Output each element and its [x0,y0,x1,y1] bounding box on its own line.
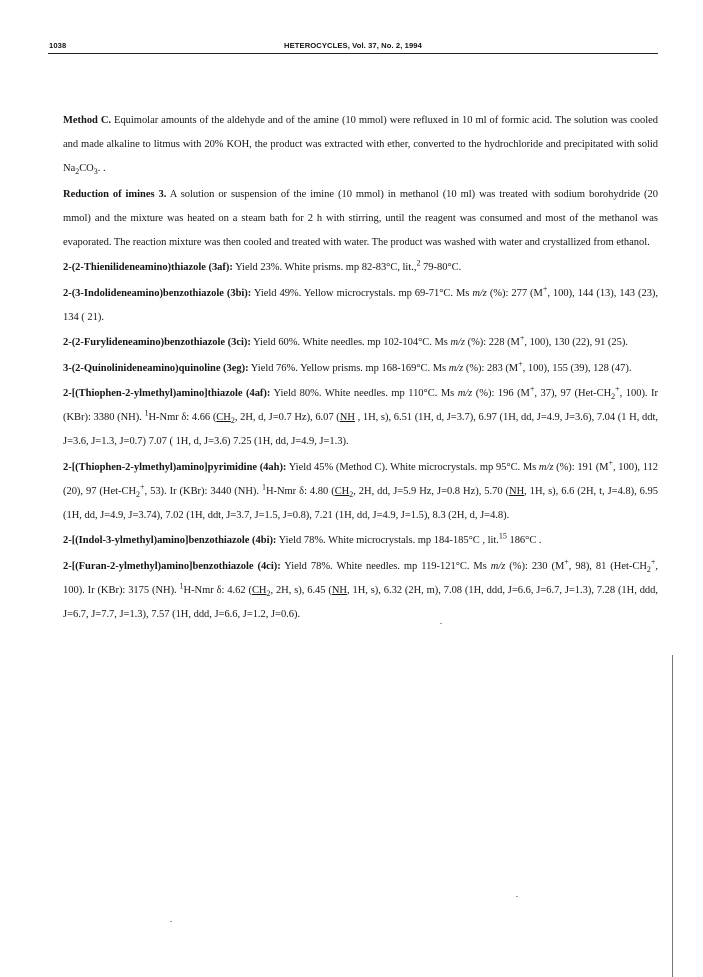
text-segment: 1 [179,581,184,590]
text-segment: CH [334,485,350,497]
text-segment: Yield 80%. White needles. mp 110°C. Ms [270,388,458,399]
paragraph-heading: 2-[(Thiophen-2-ylmethyl)amino]pyrimidine (4ah): [63,461,287,473]
text-segment: (%): 277 (M [486,287,543,299]
text-segment: , 1H, s), 6.32 (2H, m), 7.08 (1H, ddd, J=6.6, J=6.7, J=1.3), 7.28 (1H, ddd, J=6.7, J=7.7, J=1.3), 7.57 (1H, ddd, J=6.6, J=1.2, J=0.6). [63,584,658,620]
text-segment: 2 [611,392,616,402]
text-segment: + [140,482,145,491]
text-segment: . . [97,163,106,174]
text-segment: (%): 230 (M [505,560,565,572]
text-segment: CH [216,412,231,423]
text-segment: , 37), 97 (Het-CH [534,388,612,399]
journal-reference: HETEROCYCLES, Vol. 37, No. 2, 1994 [284,41,422,50]
text-segment: Equimolar amounts of the aldehyde and of the amine (10 mmol) were refluxed in 10 ml of formic acid. The solution was cooled and made alkaline to litmus with 20% KOH, the product was extracted with ether, converted to the hydrochloride and precipitated with solid Na [63,115,658,174]
text-segment: + [564,557,569,566]
text-segment: + [519,333,525,343]
text-segment: , 100), 112 (20), 97 (Het-CH [63,461,658,497]
text-segment: 2 [136,489,141,499]
text-segment: CH [251,584,267,596]
text-segment: m/z [457,388,473,399]
text-segment: H-Nmr δ: 4.80 ( [265,485,335,497]
text-segment: , 2H, dd, J=5.9 Hz, J=0.8 Hz), 5.70 ( [353,485,510,497]
paragraph-heading: 3-(2-Quinolinideneamino)quinoline (3eg): [63,362,249,374]
paragraph-heading: 2-(2-Furylideneamino)benzothiazole (3ci): [63,337,251,348]
text-segment: 2 [416,258,421,268]
body-text [63,109,658,628]
text-segment: NH [331,584,347,596]
text-segment: 1 [144,408,149,418]
paragraph-compound-3bi [63,282,658,330]
text-segment: Yield 78%. White needles. mp 119-121°C. Ms [280,560,491,572]
text-segment: + [518,359,523,368]
text-segment: + [529,384,535,394]
text-segment: A solution or suspension of the imine (10 mmol) in methanol (10 ml) was treated with sodium borohydride (20 mmol) and the mixture was heated on a steam bath for 2 h with stirring, until the reagent was consumed and most of the methanol was evaporated. The reaction mixture was then cooled and treated with water. The product was washed with water and crystallized from ethanol. [63,188,658,248]
text-segment: 2 [646,564,651,574]
paragraph-heading: 2-[(Thiophen-2-ylmethyl)amino]thiazole (4af): [63,388,271,399]
paragraph-compound-4ci [63,555,658,627]
paragraph-heading: Method C. [63,115,112,126]
text-segment: 15 [498,531,507,541]
text-segment: CO [79,163,94,174]
text-segment: + [608,458,613,467]
text-segment: 2 [349,489,354,499]
paragraph-compound-3eg [63,357,658,381]
paragraph-heading: 2-[(Furan-2-ylmethyl)amino]benzothiazole (4ci): [63,560,281,572]
text-segment: 2 [230,416,235,426]
text-segment: + [542,284,548,293]
text-segment: Yield 78%. White microcrystals. mp 184-185°C , lit. [276,535,499,546]
text-segment: , 100), 155 (39), 128 (47). [522,362,632,374]
paragraph-heading: 2-(2-Thienilideneamino)thiazole (3af): [63,262,233,273]
text-segment: , 100). Ir (KBr): 3380 (NH). [63,388,658,423]
text-segment: + [615,384,620,394]
text-segment: 2 [266,588,271,598]
text-segment: m/z [472,287,487,299]
scan-speck [516,896,518,897]
running-header [48,35,658,54]
text-segment: m/z [490,560,506,572]
text-segment: m/z [450,337,465,348]
text-segment: Yield 76%. Yellow prisms. mp 168-169°C. Ms [248,362,449,374]
paragraph-heading: 2-(3-Indolideneamino)benzothiazole (3bi): [63,287,252,299]
text-segment: , 100), 130 (22), 91 (25). [524,337,628,348]
paragraph-compound-4af [63,382,658,454]
paragraph-heading: 2-[(Indol-3-ylmethyl)amino]benzothiazole (4bi): [63,535,277,546]
text-segment: , 2H, s), 6.45 ( [270,584,332,596]
text-segment: (%): 196 (M [472,388,530,399]
text-segment: (%): 228 (M [464,337,520,348]
text-segment: NH [509,485,525,497]
text-segment: NH [339,412,355,423]
text-segment: 2 [75,167,80,177]
text-segment: Yield 23%. White prisms. mp 82-83°C, lit., [232,262,417,273]
scan-speck [440,623,442,624]
text-segment: , 1H, s), 6.51 (1H, d, J=3.7), 6.97 (1H, dd, J=4.9, J=3.6), 7.04 (1 H, ddt, J=3.6, J=1.3, J=0.7) 7.07 ( 1H, d, J=3.6) 7.25 (1H, dd, J=4.9, J=1.3). [63,412,658,447]
scan-edge-line [672,655,673,977]
text-segment: (%): 191 (M [553,461,609,473]
scan-speck [170,921,172,922]
text-segment: , 2H, d, J=0.7 Hz), 6.07 ( [234,412,340,423]
text-segment: (%): 283 (M [463,362,519,374]
text-segment: , 53). Ir (KBr): 3440 (NH). [144,485,262,497]
text-segment: 3 [93,167,98,177]
text-segment: , 1H, s), 6.6 (2H, t, J=4.8), 6.95 (1H, dd, J=4.9, J=3.74), 7.02 (1H, ddt, J=3.7, J=1.5, J=0.8), 7.21 (1H, dd, J=4.9, J=1.5), 8.3 (2H, d, J=4.8). [63,485,658,521]
text-segment: , 98), 81 (Het-CH [568,560,647,572]
text-segment: m/z [538,461,554,473]
text-segment: Yield 45% (Method C). White microcrystals. mp 95°C. Ms [286,461,539,473]
text-segment: Yield 60%. White needles. mp 102-104°C. Ms [250,337,451,348]
text-segment: Yield 49%. Yellow microcrystals. mp 69-71°C. Ms [251,287,473,299]
text-segment: 186°C . [506,535,542,546]
paragraph-compound-4bi [63,529,658,553]
paragraph-compound-3ci [63,331,658,355]
text-segment: m/z [448,362,464,374]
text-segment: 1 [261,482,266,491]
text-segment: H-Nmr δ: 4.62 ( [183,584,252,596]
text-segment: H-Nmr δ: 4.66 ( [148,412,217,423]
text-segment: + [650,557,656,566]
text-segment: , 100), 144 (13), 143 (23), 134 ( 21). [63,287,659,323]
text-segment: , 100). Ir (KBr): 3175 (NH). [63,560,658,596]
text-segment: 79-80°C. [420,262,462,273]
paragraph-heading: Reduction of imines 3. [63,188,167,200]
page-number: 1038 [49,41,67,50]
paragraph-method-c [63,109,658,181]
paragraph-compound-4ah [63,456,658,528]
paragraph-reduction-of-imines [63,183,658,255]
paragraph-compound-3af [63,256,658,280]
